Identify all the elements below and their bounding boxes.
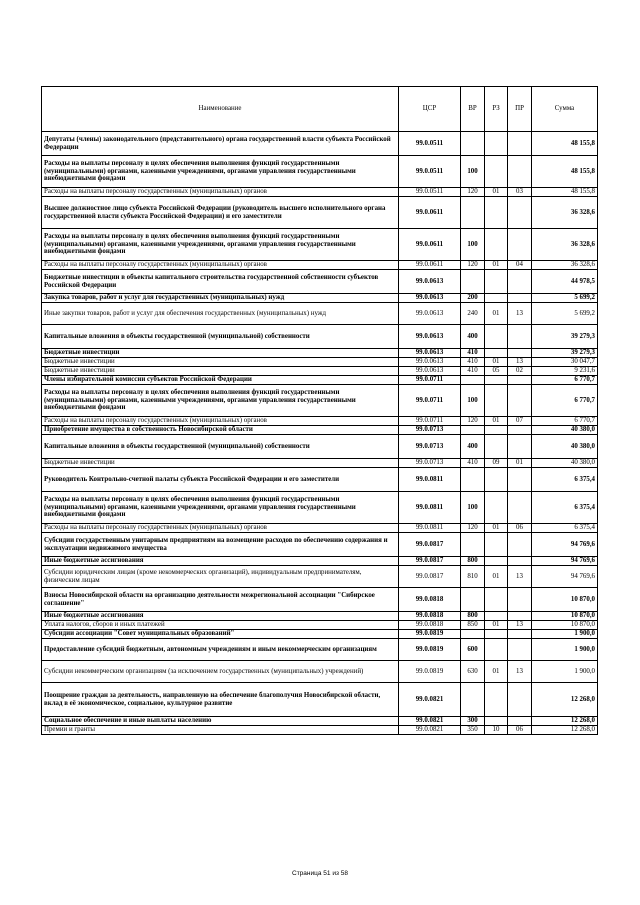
cell-sum: 40 380,0: [532, 435, 598, 459]
cell-vr: 410: [461, 349, 485, 358]
cell-csr: 99.0.0711: [399, 376, 461, 385]
cell-rz: [485, 325, 508, 349]
table-row: [42, 639, 598, 661]
cell-sum: 36 328,6: [532, 229, 598, 261]
cell-pr: [508, 270, 532, 294]
cell-name: Субсидии государственным унитарным предприятиям на возмещение расходов по обеспечению содержания и эксплуатации недвижимого имущества: [42, 533, 399, 557]
cell-name: Поощрение граждан за деятельность, направленную на обеспечение благополучия Новосибирской области, вклад в её экономическое, социальное, культурное развитие: [42, 683, 399, 717]
cell-csr: 99.0.0819: [399, 639, 461, 661]
cell-csr: 99.0.0818: [399, 588, 461, 612]
cell-name: Расходы на выплаты персоналу в целях обеспечения выполнения функций государственными (муниципальными) органами, казенными учреждениями, органами управления государственными внебюджетными фондами: [42, 492, 399, 524]
table-row: [42, 188, 598, 197]
cell-sum: 12 268,0: [532, 726, 598, 735]
cell-sum: 36 328,6: [532, 197, 598, 229]
cell-vr: 100: [461, 492, 485, 524]
cell-csr: 99.0.0611: [399, 197, 461, 229]
cell-rz: [485, 630, 508, 639]
cell-csr: 99.0.0818: [399, 621, 461, 630]
cell-pr: 01: [508, 459, 532, 468]
cell-name: Иные закупки товаров, работ и услуг для обеспечения государственных (муниципальных) нужд: [42, 303, 399, 325]
cell-rz: [485, 683, 508, 717]
table-row: [42, 683, 598, 717]
table-row: [42, 459, 598, 468]
cell-sum: 94 769,6: [532, 566, 598, 588]
cell-pr: [508, 325, 532, 349]
cell-vr: 410: [461, 459, 485, 468]
table-row: [42, 156, 598, 188]
table-row: [42, 325, 598, 349]
cell-pr: 13: [508, 621, 532, 630]
cell-name: Субсидии ассоциации "Совет муниципальных образований": [42, 630, 399, 639]
cell-vr: 410: [461, 367, 485, 376]
cell-csr: 99.0.0613: [399, 325, 461, 349]
cell-rz: 01: [485, 621, 508, 630]
cell-sum: 6 375,4: [532, 468, 598, 492]
cell-name: Расходы на выплаты персоналу в целях обеспечения выполнения функций государственными (муниципальными) органами, казенными учреждениями, органами управления государственными внебюджетными фондами: [42, 229, 399, 261]
cell-name: Приобретение имущества в собственность Новосибирской области: [42, 426, 399, 435]
cell-name: Уплата налогов, сборов и иных платежей: [42, 621, 399, 630]
cell-rz: 10: [485, 726, 508, 735]
table-row: [42, 630, 598, 639]
cell-rz: [485, 229, 508, 261]
cell-csr: 99.0.0511: [399, 156, 461, 188]
cell-sum: 39 279,3: [532, 349, 598, 358]
cell-sum: 6 770,7: [532, 376, 598, 385]
table-row: [42, 524, 598, 533]
cell-sum: 48 155,8: [532, 156, 598, 188]
table-row: [42, 132, 598, 156]
cell-rz: [485, 132, 508, 156]
cell-pr: [508, 435, 532, 459]
header-rz: РЗ: [485, 87, 508, 132]
cell-csr: 99.0.0611: [399, 261, 461, 270]
cell-pr: [508, 468, 532, 492]
table-row: [42, 367, 598, 376]
cell-name: Иные бюджетные ассигнования: [42, 612, 399, 621]
table-row: [42, 557, 598, 566]
cell-rz: [485, 435, 508, 459]
cell-name: Иные бюджетные ассигнования: [42, 557, 399, 566]
cell-sum: 5 699,2: [532, 294, 598, 303]
cell-pr: 13: [508, 661, 532, 683]
table-row: [42, 294, 598, 303]
cell-pr: [508, 349, 532, 358]
cell-name: Социальное обеспечение и иные выплаты населению: [42, 717, 399, 726]
cell-rz: [485, 468, 508, 492]
cell-vr: 350: [461, 726, 485, 735]
cell-rz: 01: [485, 661, 508, 683]
header-vr: ВР: [461, 87, 485, 132]
cell-rz: [485, 612, 508, 621]
cell-name: Высшее должностное лицо субъекта Российской Федерации (руководитель высшего исполнительного органа государственной власти субъекта Российской Федерации) и его заместители: [42, 197, 399, 229]
cell-rz: 09: [485, 459, 508, 468]
cell-vr: [461, 426, 485, 435]
cell-csr: 99.0.0817: [399, 557, 461, 566]
table-row: [42, 426, 598, 435]
cell-vr: [461, 376, 485, 385]
cell-pr: [508, 533, 532, 557]
cell-sum: 36 328,6: [532, 261, 598, 270]
cell-csr: 99.0.0613: [399, 303, 461, 325]
cell-csr: 99.0.0613: [399, 349, 461, 358]
cell-csr: 99.0.0819: [399, 630, 461, 639]
cell-vr: 600: [461, 639, 485, 661]
cell-csr: 99.0.0511: [399, 188, 461, 197]
cell-name: Субсидии некоммерческим организациям (за исключением государственных (муниципальных) учреждений): [42, 661, 399, 683]
table-row: [42, 612, 598, 621]
cell-pr: 04: [508, 261, 532, 270]
table-row: [42, 417, 598, 426]
cell-name: Члены избирательной комиссии субъектов Российской Федерации: [42, 376, 399, 385]
cell-vr: [461, 683, 485, 717]
cell-sum: 10 870,0: [532, 588, 598, 612]
cell-sum: 40 380,0: [532, 426, 598, 435]
cell-pr: [508, 156, 532, 188]
cell-rz: [485, 156, 508, 188]
table-row: [42, 376, 598, 385]
cell-vr: [461, 630, 485, 639]
cell-rz: [485, 557, 508, 566]
cell-rz: 05: [485, 367, 508, 376]
cell-name: Расходы на выплаты персоналу государственных (муниципальных) органов: [42, 261, 399, 270]
header-csr: ЦСР: [399, 87, 461, 132]
table-row: [42, 435, 598, 459]
table-row: [42, 261, 598, 270]
cell-rz: [485, 717, 508, 726]
cell-name: Бюджетные инвестиции: [42, 459, 399, 468]
cell-rz: 01: [485, 261, 508, 270]
cell-pr: [508, 557, 532, 566]
cell-pr: 13: [508, 303, 532, 325]
cell-sum: 12 268,0: [532, 683, 598, 717]
cell-vr: 630: [461, 661, 485, 683]
table-body: [42, 132, 598, 735]
cell-sum: 40 380,0: [532, 459, 598, 468]
cell-csr: 99.0.0811: [399, 468, 461, 492]
cell-name: Руководитель Контрольно-счетной палаты субъекта Российской Федерации и его заместители: [42, 468, 399, 492]
cell-csr: 99.0.0711: [399, 417, 461, 426]
cell-pr: [508, 717, 532, 726]
cell-csr: 99.0.0713: [399, 435, 461, 459]
cell-csr: 99.0.0818: [399, 612, 461, 621]
cell-pr: [508, 426, 532, 435]
cell-vr: [461, 588, 485, 612]
table-row: [42, 229, 598, 261]
cell-pr: 03: [508, 188, 532, 197]
cell-vr: 810: [461, 566, 485, 588]
table-row: [42, 303, 598, 325]
cell-rz: 01: [485, 524, 508, 533]
cell-csr: 99.0.0821: [399, 726, 461, 735]
cell-rz: 01: [485, 566, 508, 588]
cell-name: Предоставление субсидий бюджетным, автономным учреждениям и иным некоммерческим организациям: [42, 639, 399, 661]
cell-csr: 99.0.0811: [399, 524, 461, 533]
cell-pr: 13: [508, 358, 532, 367]
table-row: [42, 349, 598, 358]
cell-pr: [508, 612, 532, 621]
cell-pr: [508, 376, 532, 385]
cell-pr: [508, 639, 532, 661]
cell-rz: [485, 270, 508, 294]
cell-name: Закупка товаров, работ и услуг для государственных (муниципальных) нужд: [42, 294, 399, 303]
table-row: [42, 492, 598, 524]
cell-sum: 6 375,4: [532, 524, 598, 533]
cell-pr: 02: [508, 367, 532, 376]
cell-csr: 99.0.0821: [399, 683, 461, 717]
cell-vr: [461, 270, 485, 294]
cell-sum: 6 770,7: [532, 385, 598, 417]
cell-name: Расходы на выплаты персоналу государственных (муниципальных) органов: [42, 188, 399, 197]
cell-csr: 99.0.0817: [399, 533, 461, 557]
cell-rz: 01: [485, 358, 508, 367]
cell-pr: [508, 229, 532, 261]
cell-csr: 99.0.0613: [399, 270, 461, 294]
cell-vr: [461, 533, 485, 557]
cell-sum: 6 375,4: [532, 492, 598, 524]
cell-sum: 94 769,6: [532, 557, 598, 566]
cell-csr: 99.0.0819: [399, 661, 461, 683]
cell-rz: 01: [485, 188, 508, 197]
cell-name: Расходы на выплаты персоналу государственных (муниципальных) органов: [42, 524, 399, 533]
cell-rz: [485, 349, 508, 358]
table-row: [42, 270, 598, 294]
cell-sum: 1 900,0: [532, 639, 598, 661]
cell-name: Расходы на выплаты персоналу в целях обеспечения выполнения функций государственными (муниципальными) органами, казенными учреждениями, органами управления государственными внебюджетными фондами: [42, 156, 399, 188]
cell-rz: 01: [485, 303, 508, 325]
cell-name: Расходы на выплаты персоналу государственных (муниципальных) органов: [42, 417, 399, 426]
cell-pr: 07: [508, 417, 532, 426]
cell-csr: 99.0.0817: [399, 566, 461, 588]
cell-rz: [485, 376, 508, 385]
cell-vr: 800: [461, 557, 485, 566]
cell-vr: [461, 132, 485, 156]
page-number: Страница 51 из 58: [292, 870, 348, 877]
cell-rz: [485, 197, 508, 229]
cell-csr: 99.0.0613: [399, 358, 461, 367]
cell-rz: [485, 588, 508, 612]
cell-csr: 99.0.0711: [399, 385, 461, 417]
cell-csr: 99.0.0713: [399, 426, 461, 435]
cell-sum: 10 870,0: [532, 621, 598, 630]
cell-pr: [508, 132, 532, 156]
cell-rz: [485, 492, 508, 524]
header-pr: ПР: [508, 87, 532, 132]
cell-rz: [485, 639, 508, 661]
cell-rz: [485, 385, 508, 417]
cell-sum: 12 268,0: [532, 717, 598, 726]
table-row: [42, 468, 598, 492]
budget-table: [41, 86, 598, 735]
cell-vr: 240: [461, 303, 485, 325]
cell-sum: 30 047,7: [532, 358, 598, 367]
cell-vr: 120: [461, 524, 485, 533]
table-row: [42, 726, 598, 735]
cell-csr: 99.0.0511: [399, 132, 461, 156]
cell-pr: [508, 683, 532, 717]
cell-pr: [508, 492, 532, 524]
cell-rz: [485, 294, 508, 303]
cell-vr: [461, 197, 485, 229]
cell-vr: 100: [461, 156, 485, 188]
cell-name: Капитальные вложения в объекты государственной (муниципальной) собственности: [42, 325, 399, 349]
cell-name: Капитальные вложения в объекты государственной (муниципальной) собственности: [42, 435, 399, 459]
cell-name: Бюджетные инвестиции: [42, 349, 399, 358]
cell-vr: 120: [461, 188, 485, 197]
cell-csr: 99.0.0613: [399, 294, 461, 303]
cell-sum: 94 769,6: [532, 533, 598, 557]
cell-vr: 100: [461, 229, 485, 261]
cell-name: Депутаты (члены) законодательного (представительного) органа государственной власти субъекта Российской Федерации: [42, 132, 399, 156]
cell-name: Бюджетные инвестиции: [42, 367, 399, 376]
cell-pr: [508, 588, 532, 612]
cell-csr: 99.0.0611: [399, 229, 461, 261]
cell-vr: 120: [461, 417, 485, 426]
table-row: [42, 717, 598, 726]
cell-pr: [508, 197, 532, 229]
cell-pr: [508, 385, 532, 417]
cell-pr: [508, 630, 532, 639]
header-name: Наименование: [42, 87, 399, 132]
table-row: [42, 661, 598, 683]
cell-pr: 13: [508, 566, 532, 588]
header-sum: Сумма: [532, 87, 598, 132]
cell-sum: 5 699,2: [532, 303, 598, 325]
table-row: [42, 588, 598, 612]
cell-sum: 10 870,0: [532, 612, 598, 621]
cell-name: Взносы Новосибирской области на организацию деятельности межрегиональной ассоциации "Сибирское соглашение": [42, 588, 399, 612]
cell-vr: [461, 468, 485, 492]
cell-pr: 06: [508, 726, 532, 735]
cell-vr: 850: [461, 621, 485, 630]
cell-pr: 06: [508, 524, 532, 533]
table-row: [42, 566, 598, 588]
cell-vr: 800: [461, 612, 485, 621]
cell-pr: [508, 294, 532, 303]
cell-vr: 300: [461, 717, 485, 726]
cell-csr: 99.0.0821: [399, 717, 461, 726]
cell-sum: 1 900,0: [532, 661, 598, 683]
cell-csr: 99.0.0811: [399, 492, 461, 524]
cell-vr: 100: [461, 385, 485, 417]
cell-csr: 99.0.0713: [399, 459, 461, 468]
cell-sum: 39 279,3: [532, 325, 598, 349]
table-row: [42, 358, 598, 367]
table-row: [42, 621, 598, 630]
cell-sum: 48 155,8: [532, 188, 598, 197]
cell-name: Бюджетные инвестиции в объекты капитального строительства государственной собственности субъектов Российской Федерации: [42, 270, 399, 294]
cell-csr: 99.0.0613: [399, 367, 461, 376]
cell-name: Бюджетные инвестиции: [42, 358, 399, 367]
cell-rz: [485, 533, 508, 557]
cell-rz: [485, 426, 508, 435]
cell-name: Субсидии юридическим лицам (кроме некоммерческих организаций), индивидуальным предпринимателям, физическим лицам: [42, 566, 399, 588]
cell-sum: 6 770,7: [532, 417, 598, 426]
cell-sum: 9 231,6: [532, 367, 598, 376]
cell-rz: 01: [485, 417, 508, 426]
cell-vr: 120: [461, 261, 485, 270]
cell-name: Премии и гранты: [42, 726, 399, 735]
cell-vr: 400: [461, 435, 485, 459]
cell-sum: 1 900,0: [532, 630, 598, 639]
table-row: [42, 533, 598, 557]
cell-vr: 400: [461, 325, 485, 349]
table-header-row: [42, 87, 598, 132]
cell-vr: 410: [461, 358, 485, 367]
table-row: [42, 385, 598, 417]
cell-vr: 200: [461, 294, 485, 303]
table-row: [42, 197, 598, 229]
cell-sum: 44 978,5: [532, 270, 598, 294]
cell-sum: 48 155,8: [532, 132, 598, 156]
cell-name: Расходы на выплаты персоналу в целях обеспечения выполнения функций государственными (муниципальными) органами, казенными учреждениями, органами управления государственными внебюджетными фондами: [42, 385, 399, 417]
